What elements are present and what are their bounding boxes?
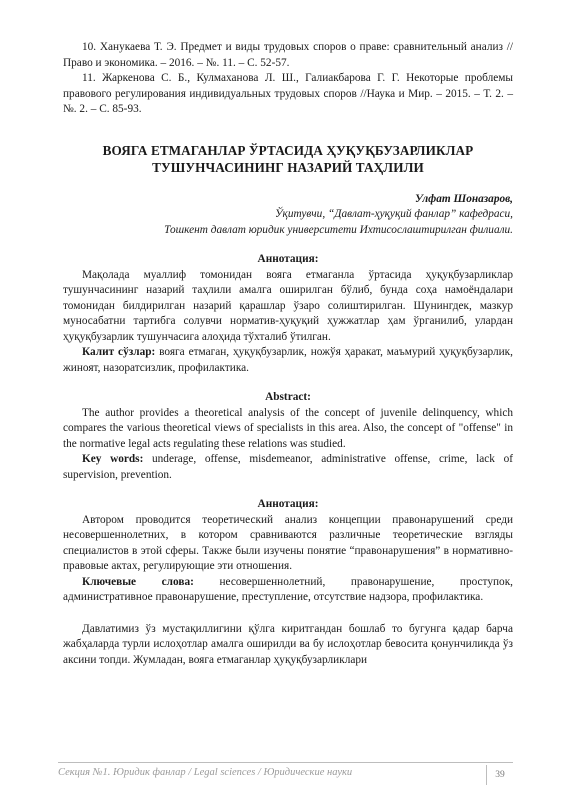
article-title-line: ТУШУНЧАСИНИНГ НАЗАРИЙ ТАҲЛИЛИ xyxy=(152,159,424,175)
keywords-text: вояга етмаган, ҳуқуқбузарлик, ножўя ҳаракат, маъмурий ҳуқуқбузарлик, жиноят, назоратсизлик, профилактика. xyxy=(63,346,513,374)
reference-item: 10. Ханукаева Т. Э. Предмет и виды трудовых споров о праве: сравнительный анализ //Право и экономика. – 2016. – №. 11. – С. 52-57. xyxy=(63,41,513,69)
abstract-en-text: The author provides a theoretical analysis of the concept of juvenile delinquency, which compares the various theoretical views of specialists in this area. Also, the concept of "offense" in the normative legal acts regulating these relations was studied. xyxy=(63,406,513,450)
annotation-ru-text: Автором проводится теоретический анализ концепции правонарушений среди несовершеннолетних, в котором сравниваются различные теоретические взгляды специалистов в этой сферы. Также были изучены понятие “правонарушения” в нормативно-правовые актах, регулирующие эти отношения. xyxy=(63,513,513,572)
page-footer xyxy=(58,762,513,787)
author-position: Ўқитувчи, “Давлат-ҳуқуқий фанлар” кафедраси, xyxy=(274,208,513,220)
abstract-en xyxy=(63,390,513,483)
annotation-uz-keywords xyxy=(63,345,513,376)
keywords-text: несовершеннолетний, правонарушение, проступок, административное правонарушение, преступление, отсутствие надзора, профилактика. xyxy=(63,575,514,603)
page-content xyxy=(63,40,513,668)
annotation-uz-heading: Аннотация: xyxy=(257,253,319,265)
keywords-label: Key words: xyxy=(82,453,144,465)
annotation-ru-heading: Аннотация: xyxy=(257,498,319,510)
annotation-uz-text: Мақолада муаллиф томонидан вояга етмаганла ўртасида ҳуқуқбузарликлар тушунчасининг назарий таҳлили амалга оширилган бўлиб, бунда соҳа намоёндалари томонидан билдирилган назарий қарашлар ўзаро солиштирилган. Шунингдек, мазкур муносабатни тартибга солувчи норматив-ҳуқуқий ҳужжатлар ҳам ўрганилиб, улардан ҳуқуқбузарлик тушунчасига алоҳида тўхталиб ўтилган. xyxy=(63,268,513,343)
body-paragraph: Давлатимиз ўз мустақиллигини қўлга киритгандан бошлаб то бугунга қадар барча жабҳаларда турли ислоҳотлар амалга оширилди ва бу ислоҳотлар бевосита қонунчиликда ўз аксини топди. Жумладан, вояга етмаганлар ҳуқуқбузарликлари xyxy=(63,622,513,666)
footer-section-label: Секция №1. Юридик фанлар / Legal sciences / Юридические науки xyxy=(58,767,353,778)
keywords-text: underage, offense, misdemeanor, administrative offense, crime, lack of supervision, prevention. xyxy=(63,453,514,481)
article-title-line: ВОЯГА ЕТМАГАНЛАР ЎРТАСИДА ҲУҚУҚБУЗАРЛИКЛАР xyxy=(102,142,474,158)
annotation-uz xyxy=(63,252,513,376)
reference-item: 11. Жаркенова С. Б., Кулмаханова Л. Ш., Галиакбарова Г. Г. Некоторые проблемы правового регулирования индивидуальных трудовых споров //Наука и Мир. – 2015. – Т. 2. – №. 2. – С. 85-93. xyxy=(63,72,513,115)
annotation-ru xyxy=(63,497,513,606)
author-name: Улфат Шоназаров, xyxy=(415,192,513,205)
keywords-label: Калит сўзлар: xyxy=(82,346,156,358)
author-affiliation: Тошкент давлат юридик университети Ихтисослаштирилган филиали. xyxy=(164,223,513,236)
author-block xyxy=(63,192,513,239)
article-title xyxy=(63,142,513,176)
reference-list xyxy=(63,40,513,118)
page-number: 39 xyxy=(486,765,513,785)
abstract-en-keywords xyxy=(63,452,513,483)
abstract-en-heading: Abstract: xyxy=(265,391,311,403)
annotation-ru-keywords xyxy=(63,575,513,606)
keywords-label: Ключевые слова: xyxy=(82,575,194,588)
